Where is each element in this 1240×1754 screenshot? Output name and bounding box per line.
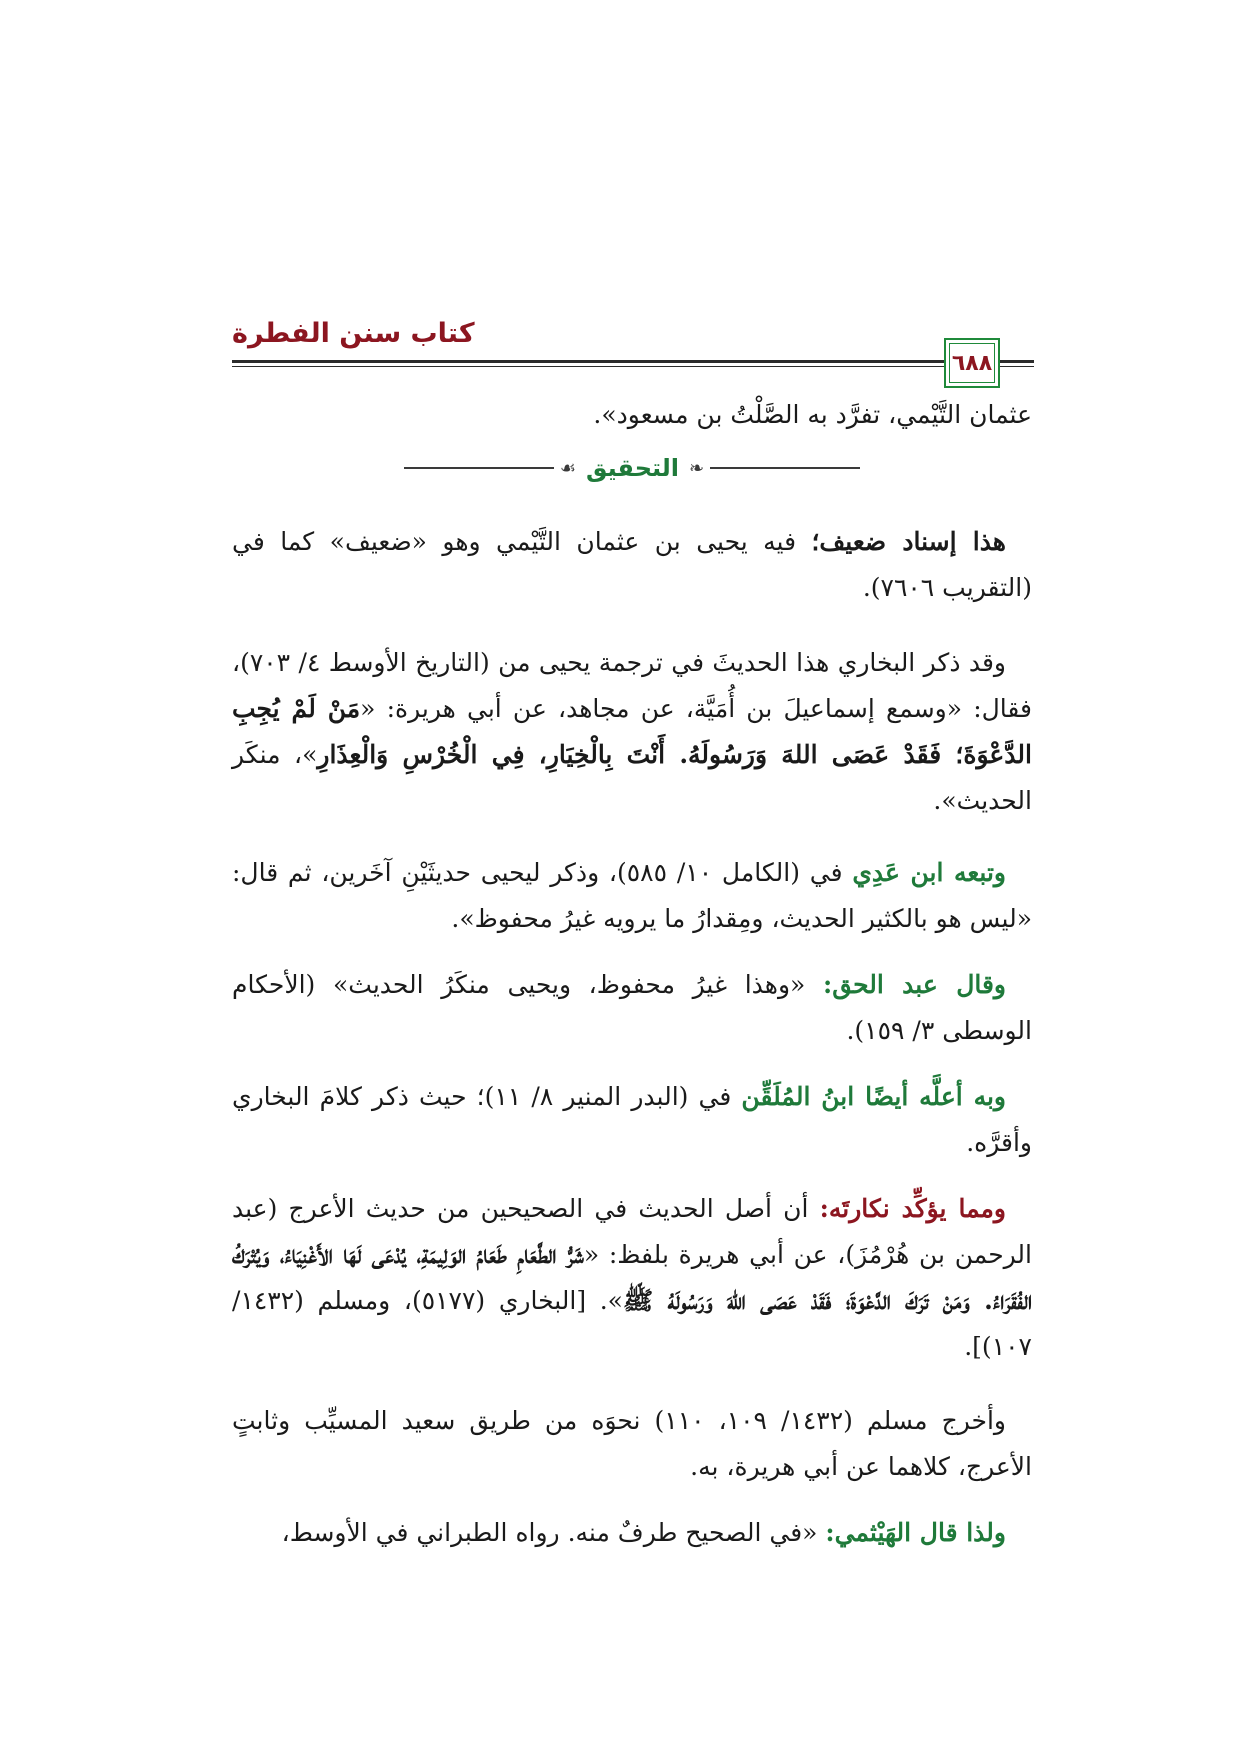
paragraph-4 <box>232 962 1032 1054</box>
paragraph-text: في (البدر المنير ٨/ ١١)؛ حيث ذكر كلامَ البخاري وأقرَّه. <box>232 1082 1032 1157</box>
section-divider <box>232 448 1032 488</box>
paragraph-text: «وهذا غيرُ محفوظ، ويحيى منكَرُ الحديث» (الأحكام الوسطى ٣/ ١٥٩). <box>232 970 1032 1045</box>
paragraph-7 <box>232 1398 1032 1490</box>
page-number-frame <box>944 338 1000 388</box>
paragraph-text: «في الصحيح طرفٌ منه. رواه الطبراني في الأوسط، <box>281 1518 826 1547</box>
paragraph-text: أن أصل الحديث في الصحيحين من حديث الأعرج (عبد الرحمن بن هُرْمُزَ)، عن أبي هريرة بلفظ: « <box>232 1194 1032 1269</box>
hadith-text: شَرُّ الطَّعَامِ طَعَامُ الوَلِيمَةِ، يُدْعَى لَهَا الأَغْنِيَاءُ، وَيُتْرَكُ الفُقَرَاءُ. وَمَنْ تَرَكَ الدَّعْوَةَ؛ فَقَدْ عَصَى اللهَ وَرَسُولَهُ ﷺ <box>232 1240 1032 1315</box>
paragraph-8 <box>232 1510 1032 1556</box>
paragraph-text: فيه يحيى بن عثمان التَّيْمي وهو «ضعيف» كما في (التقريب ٧٦٠٦). <box>232 527 1032 602</box>
paragraph-lead: ولذا قال الهَيْثمي: <box>825 1518 1006 1547</box>
paragraph-1 <box>232 519 1032 611</box>
paragraph-lead: وقال عبد الحق: <box>822 970 1006 999</box>
paragraph-lead: هذا إسناد ضعيف؛ <box>811 527 1006 556</box>
paragraph-text: وأخرج مسلم (١٤٣٢/ ١٠٩، ١١٠) نحوَه من طريق سعيد المسيِّب وثابتٍ الأعرج، كلاهما عن أبي هريرة، به. <box>232 1406 1032 1481</box>
paragraph-text: ». [البخاري (٥١٧٧)، ومسلم (١٤٣٢/ ١٠٧)]. <box>232 1286 1032 1361</box>
paragraph-6 <box>232 1186 1032 1370</box>
book-title: كتاب سنن الفطرة <box>232 318 475 349</box>
paragraph-lead: ومما يؤكِّد نكارتَه: <box>819 1194 1006 1223</box>
paragraph-lead: وبه أعلَّه أيضًا ابنُ المُلَقِّن <box>741 1082 1007 1111</box>
hadith-text: مَنْ لَمْ يُجِبِ الدَّعْوَةَ؛ فَقَدْ عَصَى اللهَ وَرَسُولَهُ. أَنْتَ بِالْخِيَارِ، فِي الْخُرْسِ وَالْعِذَارِ <box>232 694 1032 769</box>
paragraph-5 <box>232 1074 1032 1166</box>
paragraph-text: وقد ذكر البخاري هذا الحديثَ في ترجمة يحيى من (التاريخ الأوسط ٤/ ٧٠٣)، فقال: «وسمع إسماعيلَ بن أُمَيَّة، عن مجاهد، عن أبي هريرة: « <box>232 648 1032 723</box>
paragraph-lead: وتبعه ابن عَدِي <box>852 858 1006 887</box>
intro-line <box>232 392 1032 438</box>
divider-line-right <box>710 467 860 469</box>
paragraph-text: »، منكَر الحديث». <box>232 740 1032 815</box>
section-title: التحقيق <box>586 454 680 482</box>
page-number: ٦٨٨ <box>951 350 993 376</box>
paragraph-3 <box>232 850 1032 942</box>
intro-text: عثمان التَّيْمي، تفرَّد به الصَّلْتُ بن مسعود». <box>593 400 1032 429</box>
divider-ornament-icon: ☙ <box>559 457 576 479</box>
paragraph-2 <box>232 640 1032 824</box>
divider-line-left <box>404 467 554 469</box>
header-rule-right <box>1000 360 1034 367</box>
paragraph-text: في (الكامل ١٠/ ٥٨٥)، وذكر ليحيى حديثَيْنِ آخَرين، ثم قال: «ليس هو بالكثير الحديث، ومِقدارُ ما يرويه غيرُ محفوظ». <box>232 858 1032 933</box>
divider-ornament-icon: ❧ <box>689 457 705 479</box>
header-rule <box>232 360 1032 367</box>
